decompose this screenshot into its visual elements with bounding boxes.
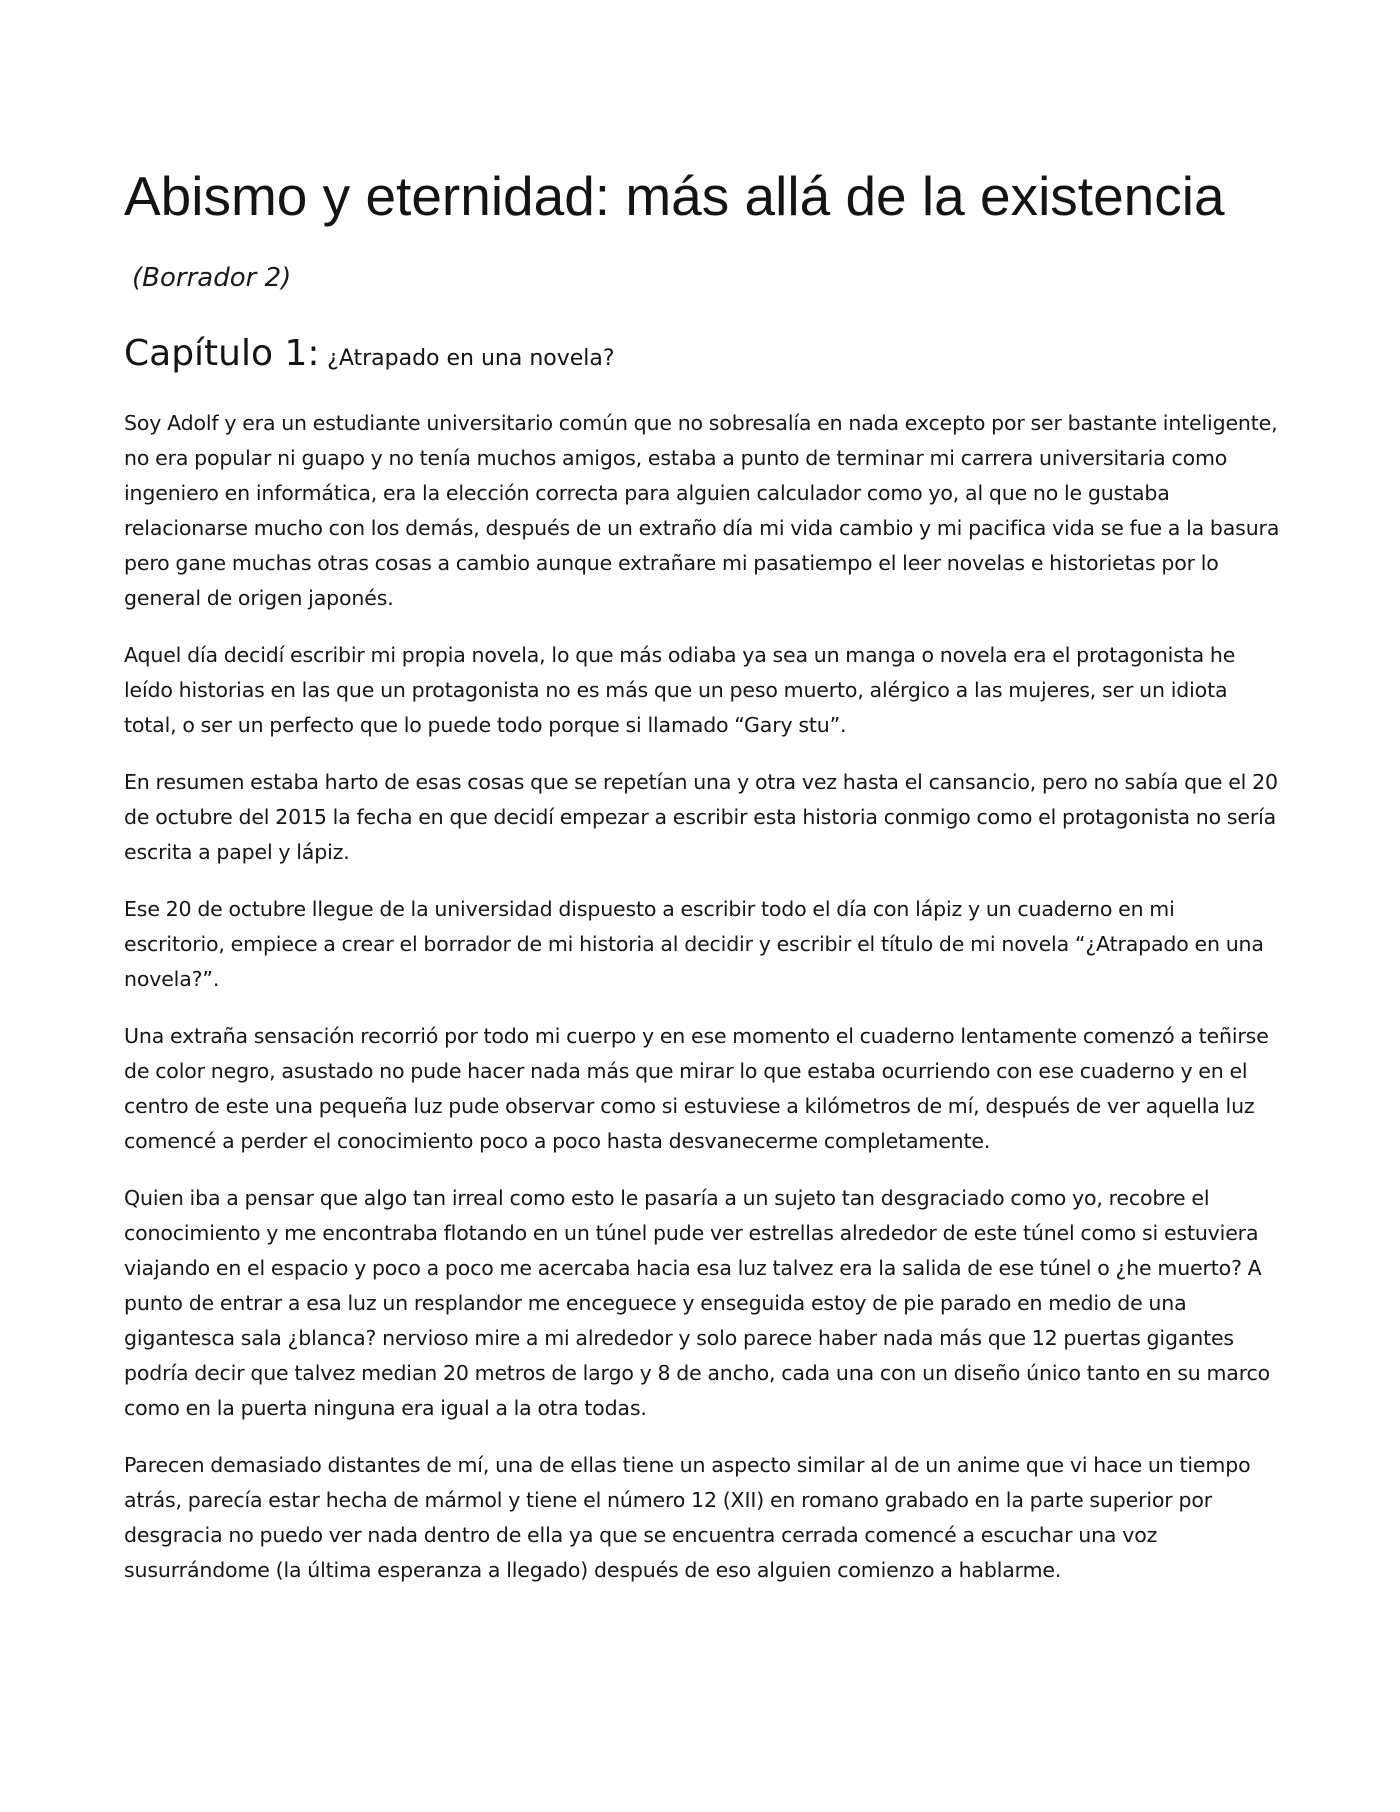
draft-label: (Borrador 2) [132,263,292,293]
document-page [124,0,1280,1812]
paragraph: Parecen demasiado distantes de mí, una de ellas tiene un aspecto similar al de un anime que vi hace un tiempo atrás, parecía estar hecha de mármol y tiene el número 12 (XII) en romano grabado en la parte superior por desgracia no puedo ver nada dentro de ella ya que se encuentra cerrada comencé a escuchar una voz susurrándome (la última esperanza a llegado) después de eso alguien comienzo a hablarme. [124,1453,1251,1582]
paragraph: Soy Adolf y era un estudiante universitario común que no sobresalía en nada excepto por ser bastante inteligente, no era popular ni guapo y no tenía muchos amigos, estaba a punto de terminar mi carrera universitaria como ingeniero en informática, era la elección correcta para alguien calculador como yo, al que no le gustaba relacionarse mucho con los demás, después de un extraño día mi vida cambio y mi pacifica vida se fue a la basura pero gane muchas otras cosas a cambio aunque extrañare mi pasatiempo el leer novelas e historietas por lo general de origen japonés. [124,411,1280,610]
chapter-name: ¿Atrapado en una novela? [327,346,615,371]
paragraph: Una extraña sensación recorrió por todo mi cuerpo y en ese momento el cuaderno lentamente comenzó a teñirse de color negro, asustado no pude hacer nada más que mirar lo que estaba ocurriendo con ese cuaderno y en el centro de este una pequeña luz pude observar como si estuviese a kilómetros de mí, después de ver aquella luz comencé a perder el conocimiento poco a poco hasta desvanecerme completamente. [124,1024,1269,1153]
document-title: Abismo y eternidad: más allá de la existencia [124,165,1225,227]
paragraph: En resumen estaba harto de esas cosas que se repetían una y otra vez hasta el cansancio, pero no sabía que el 20 de octubre del 2015 la fecha en que decidí empezar a escribir esta historia conmigo como el protagonista no sería escrita a papel y lápiz. [124,770,1278,864]
paragraph: Quien iba a pensar que algo tan irreal como esto le pasaría a un sujeto tan desgraciado como yo, recobre el conocimiento y me encontraba flotando en un túnel pude ver estrellas alrededor de este túnel como si estuviera viajando en el espacio y poco a poco me acercaba hacia esa luz talvez era la salida de ese túnel o ¿he muerto? A punto de entrar a esa luz un resplandor me enceguece y enseguida estoy de pie parado en medio de una gigantesca sala ¿blanca? nervioso mire a mi alrededor y solo parece haber nada más que 12 puertas gigantes podría decir que talvez median 20 metros de largo y 8 de ancho, cada una con un diseño único tanto en su marco como en la puerta ninguna era igual a la otra todas. [124,1186,1271,1420]
chapter-body [124,406,1280,1610]
paragraph: Ese 20 de octubre llegue de la universidad dispuesto a escribir todo el día con lápiz y un cuaderno en mi escritorio, empiece a crear el borrador de mi historia al decidir y escribir el título de mi novela “¿Atrapado en una novela?”. [124,897,1264,991]
chapter-heading [124,326,615,387]
paragraph: Aquel día decidí escribir mi propia novela, lo que más odiaba ya sea un manga o novela era el protagonista he leído historias en las que un protagonista no es más que un peso muerto, alérgico a las mujeres, ser un idiota total, o ser un perfecto que lo puede todo porque si llamado “Gary stu”. [124,643,1236,737]
chapter-number: Capítulo 1: [124,333,320,374]
